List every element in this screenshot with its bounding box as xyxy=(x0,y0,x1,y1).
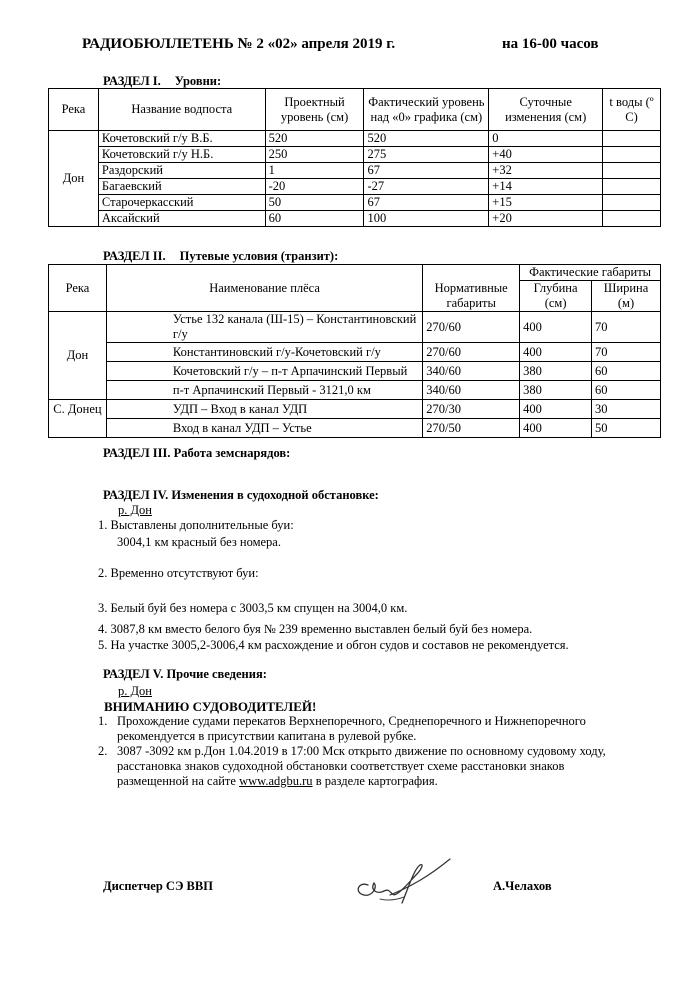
table-row xyxy=(49,381,661,400)
section4-item1: 1. Выставлены дополнительные буи: xyxy=(98,518,294,532)
transit-header-river: Река xyxy=(49,265,107,312)
levels-temp xyxy=(603,195,661,211)
transit-depth: 380 xyxy=(520,381,592,400)
table-row xyxy=(49,131,661,147)
levels-daily: 0 xyxy=(489,131,603,147)
section5-item1-line2: рекомендуется в присутствии капитана в рулевой рубке. xyxy=(117,729,417,743)
section5-river: р. Дон xyxy=(118,684,152,698)
transit-header-row xyxy=(49,265,661,281)
levels-design: 60 xyxy=(265,211,364,227)
transit-width: 60 xyxy=(592,362,661,381)
levels-temp xyxy=(603,211,661,227)
dispatcher-name: А.Челахов xyxy=(493,879,552,893)
section5-item1-line1: Прохождение судами перекатов Верхнепоречного, Среднепоречного и Нижнепоречного xyxy=(117,714,586,728)
transit-header-actual-dims: Фактические габариты xyxy=(520,265,661,281)
section3-title: РАЗДЕЛ III. Работа земснарядов: xyxy=(103,446,291,460)
section4-river: р. Дон xyxy=(118,503,152,517)
bulletin-title xyxy=(82,36,599,53)
transit-depth: 400 xyxy=(520,312,592,343)
levels-design: 50 xyxy=(265,195,364,211)
bulletin-time: на 16-00 часов xyxy=(502,36,599,52)
transit-header-depth: Глубина (см) xyxy=(520,281,592,312)
table-row xyxy=(49,211,661,227)
transit-stretch: Константиновский г/у-Кочетовский г/у xyxy=(106,343,422,362)
levels-actual: 67 xyxy=(364,195,489,211)
transit-table xyxy=(48,264,661,438)
levels-post: Багаевский xyxy=(98,179,265,195)
transit-width: 50 xyxy=(592,419,661,438)
transit-normative: 270/50 xyxy=(423,419,520,438)
levels-design: 1 xyxy=(265,163,364,179)
levels-post: Раздорский xyxy=(98,163,265,179)
table-row xyxy=(49,179,661,195)
transit-header-stretch: Наименование плёса xyxy=(106,265,422,312)
levels-header-row xyxy=(49,89,661,131)
section4-item2: 2. Временно отсутствуют буи: xyxy=(98,566,259,580)
transit-normative: 340/60 xyxy=(423,381,520,400)
levels-temp xyxy=(603,163,661,179)
table-row xyxy=(49,163,661,179)
section5-item2-line2: расстановка знаков судоходной обстановки соответствует схеме расстановки знаков xyxy=(117,759,565,773)
transit-normative: 270/60 xyxy=(423,312,520,343)
transit-stretch: Вход в канал УДП – Устье xyxy=(106,419,422,438)
website-link[interactable]: www.adgbu.ru xyxy=(239,774,313,788)
section5-item2-line3-post: в разделе картография. xyxy=(312,774,438,788)
table-row xyxy=(49,419,661,438)
transit-header-normative: Нормативные габариты xyxy=(423,265,520,312)
section2-subtitle: Путевые условия (транзит): xyxy=(179,249,339,263)
section2-title: РАЗДЕЛ II. xyxy=(103,249,166,263)
transit-stretch: УДП – Вход в канал УДП xyxy=(106,400,422,419)
transit-stretch: Кочетовский г/у – п-т Арпачинский Первый xyxy=(106,362,422,381)
transit-width: 60 xyxy=(592,381,661,400)
levels-post: Кочетовский г/у Н.Б. xyxy=(98,147,265,163)
transit-depth: 400 xyxy=(520,419,592,438)
table-row xyxy=(49,400,661,419)
levels-temp xyxy=(603,131,661,147)
levels-header-daily: Суточные изменения (см) xyxy=(489,89,603,131)
section1-heading xyxy=(103,74,221,89)
levels-header-design: Проектный уровень (см) xyxy=(265,89,364,131)
section4-item4: 4. 3087,8 км вместо белого буя № 239 временно выставлен белый буй без номера. xyxy=(98,622,533,636)
signature xyxy=(350,855,460,915)
levels-header-post: Название водпоста xyxy=(98,89,265,131)
levels-actual: 520 xyxy=(364,131,489,147)
levels-design: 520 xyxy=(265,131,364,147)
section5-item2-line3 xyxy=(117,774,438,789)
transit-river-donets: С. Донец xyxy=(49,400,107,438)
transit-depth: 400 xyxy=(520,343,592,362)
levels-actual: -27 xyxy=(364,179,489,195)
levels-daily: +40 xyxy=(489,147,603,163)
dispatcher-label: Диспетчер СЭ ВВП xyxy=(103,879,213,893)
section2-heading xyxy=(103,249,338,264)
levels-post: Аксайский xyxy=(98,211,265,227)
levels-actual: 100 xyxy=(364,211,489,227)
transit-river-don: Дон xyxy=(49,312,107,400)
levels-design: -20 xyxy=(265,179,364,195)
table-row xyxy=(49,343,661,362)
levels-daily: +20 xyxy=(489,211,603,227)
transit-depth: 400 xyxy=(520,400,592,419)
transit-normative: 270/60 xyxy=(423,343,520,362)
table-row xyxy=(49,195,661,211)
levels-daily: +14 xyxy=(489,179,603,195)
levels-post: Кочетовский г/у В.Б. xyxy=(98,131,265,147)
levels-temp xyxy=(603,179,661,195)
section4-item1-detail: 3004,1 км красный без номера. xyxy=(117,535,281,549)
transit-stretch: Устье 132 канала (Ш-15) – Константиновский г/у xyxy=(106,312,422,343)
section5-item2-number: 2. xyxy=(98,744,108,758)
section4-item3: 3. Белый буй без номера с 3003,5 км спущен на 3004,0 км. xyxy=(98,601,408,615)
transit-width: 70 xyxy=(592,312,661,343)
table-row xyxy=(49,147,661,163)
levels-river-don: Дон xyxy=(49,131,99,227)
section4-item5: 5. На участке 3005,2-3006,4 км расхождение и обгон судов и составов не рекомендуется. xyxy=(98,638,569,652)
transit-stretch: п-т Арпачинский Первый - 3121,0 км xyxy=(106,381,422,400)
section4-title: РАЗДЕЛ IV. Изменения в судоходной обстановке: xyxy=(103,488,379,502)
section5-title: РАЗДЕЛ V. Прочие сведения: xyxy=(103,667,267,681)
levels-header-actual: Фактический уровень над «0» графика (см) xyxy=(364,89,489,131)
levels-actual: 67 xyxy=(364,163,489,179)
section1-subtitle: Уровни: xyxy=(174,74,222,88)
transit-header-width: Ширина (м) xyxy=(592,281,661,312)
levels-post: Старочеркасский xyxy=(98,195,265,211)
levels-table xyxy=(48,88,661,227)
transit-normative: 340/60 xyxy=(423,362,520,381)
transit-depth: 380 xyxy=(520,362,592,381)
table-row xyxy=(49,362,661,381)
attention-heading: ВНИМАНИЮ СУДОВОДИТЕЛЕЙ! xyxy=(104,699,317,714)
transit-width: 30 xyxy=(592,400,661,419)
levels-header-river: Река xyxy=(49,89,99,131)
section5-item2-line1: 3087 -3092 км р.Дон 1.04.2019 в 17:00 Мск открыто движение по основному судовому ходу, xyxy=(117,744,606,758)
signature-icon xyxy=(350,855,460,915)
levels-design: 250 xyxy=(265,147,364,163)
table-row xyxy=(49,312,661,343)
levels-header-temp: t воды (º С) xyxy=(603,89,661,131)
levels-daily: +15 xyxy=(489,195,603,211)
bulletin-title-text: РАДИОБЮЛЛЕТЕНЬ № 2 «02» апреля 2019 г. xyxy=(82,36,396,52)
transit-normative: 270/30 xyxy=(423,400,520,419)
section5-item2-line3-pre: размещенной на сайте xyxy=(117,774,240,788)
transit-width: 70 xyxy=(592,343,661,362)
levels-temp xyxy=(603,147,661,163)
levels-daily: +32 xyxy=(489,163,603,179)
section5-item1-number: 1. xyxy=(98,714,108,728)
section1-title: РАЗДЕЛ I. xyxy=(103,74,161,88)
levels-actual: 275 xyxy=(364,147,489,163)
